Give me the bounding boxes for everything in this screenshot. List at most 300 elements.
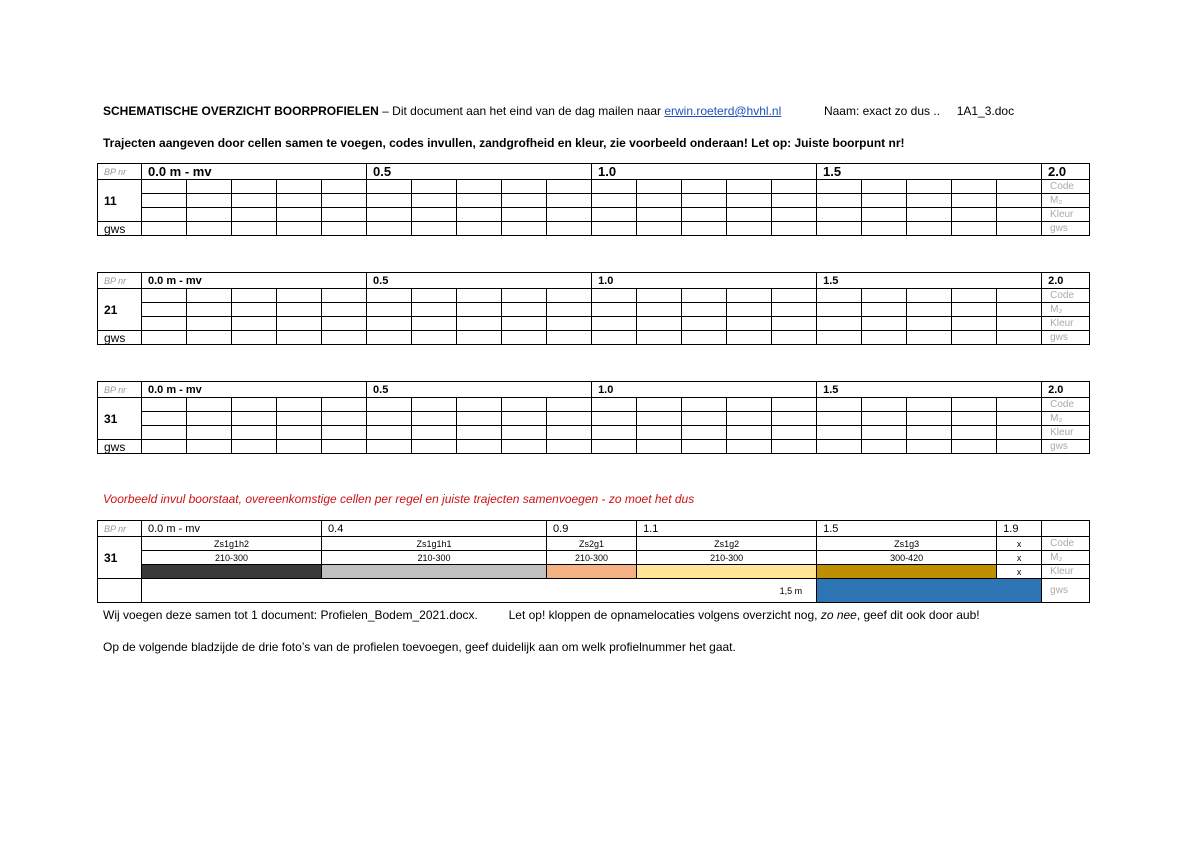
profile-cell[interactable] bbox=[907, 180, 952, 194]
profile-cell[interactable] bbox=[412, 303, 457, 317]
bp-number: 31 bbox=[98, 537, 142, 579]
profile-cell[interactable] bbox=[367, 194, 412, 208]
profile-cell[interactable] bbox=[277, 222, 322, 236]
profile-cell[interactable] bbox=[502, 208, 547, 222]
ex-depth-end bbox=[1042, 521, 1090, 537]
title-line bbox=[103, 104, 1014, 118]
profile-cell[interactable] bbox=[322, 222, 367, 236]
profile-cell[interactable] bbox=[322, 398, 367, 412]
profile-cell[interactable] bbox=[817, 180, 862, 194]
profile-cell[interactable] bbox=[907, 208, 952, 222]
profile-cell[interactable] bbox=[727, 222, 772, 236]
profile-cell[interactable] bbox=[187, 222, 232, 236]
profile-cell[interactable] bbox=[682, 317, 727, 331]
profile-cell[interactable] bbox=[862, 398, 907, 412]
profile-cell[interactable] bbox=[187, 180, 232, 194]
profile-cell[interactable] bbox=[502, 440, 547, 454]
profile-cell[interactable] bbox=[457, 289, 502, 303]
profile-cell[interactable] bbox=[862, 331, 907, 345]
profile-cell[interactable] bbox=[997, 440, 1042, 454]
bp-nr-label: BP nr bbox=[98, 521, 142, 537]
profile-cell[interactable] bbox=[547, 180, 592, 194]
profile-cell[interactable] bbox=[592, 303, 637, 317]
profile-cell[interactable] bbox=[502, 412, 547, 426]
profile-cell[interactable] bbox=[727, 331, 772, 345]
profile-cell[interactable] bbox=[637, 222, 682, 236]
profile-cell[interactable] bbox=[142, 412, 187, 426]
profile-cell[interactable] bbox=[592, 426, 637, 440]
profile-cell[interactable] bbox=[457, 398, 502, 412]
profile-cell[interactable] bbox=[412, 398, 457, 412]
profile-cell[interactable] bbox=[682, 180, 727, 194]
profile-cell[interactable] bbox=[907, 317, 952, 331]
profile-cell[interactable] bbox=[727, 180, 772, 194]
profile-cell[interactable] bbox=[682, 289, 727, 303]
profile-cell[interactable] bbox=[772, 426, 817, 440]
profile-cell[interactable] bbox=[142, 208, 187, 222]
profile-cell[interactable] bbox=[232, 180, 277, 194]
example-caption: Voorbeeld invul boorstaat, overeenkomstige cellen per regel en juiste trajecten samenvoegen - zo moet het dus bbox=[103, 492, 695, 506]
profile-cell[interactable] bbox=[772, 331, 817, 345]
profile-cell[interactable] bbox=[997, 398, 1042, 412]
ex-code-3: Zs1g2 bbox=[637, 537, 817, 551]
profile-cell[interactable] bbox=[367, 440, 412, 454]
profile-cell[interactable] bbox=[142, 317, 187, 331]
profile-cell[interactable] bbox=[367, 222, 412, 236]
profile-cell[interactable] bbox=[142, 303, 187, 317]
profile-cell[interactable] bbox=[502, 194, 547, 208]
profile-cell[interactable] bbox=[907, 194, 952, 208]
profile-cell[interactable] bbox=[637, 317, 682, 331]
profile-cell[interactable] bbox=[187, 426, 232, 440]
profile-cell[interactable] bbox=[457, 426, 502, 440]
profile-cell[interactable] bbox=[952, 303, 997, 317]
profile-cell[interactable] bbox=[637, 289, 682, 303]
profile-cell[interactable] bbox=[367, 180, 412, 194]
profile-cell[interactable] bbox=[862, 426, 907, 440]
profile-cell[interactable] bbox=[997, 303, 1042, 317]
profile-cell[interactable] bbox=[367, 398, 412, 412]
depth-0: 0.0 m - mv bbox=[142, 273, 367, 289]
profile-cell[interactable] bbox=[817, 222, 862, 236]
profile-cell[interactable] bbox=[817, 208, 862, 222]
depth-05: 0.5 bbox=[367, 273, 592, 289]
profile-cell[interactable] bbox=[412, 208, 457, 222]
profile-cell[interactable] bbox=[322, 208, 367, 222]
profile-cell[interactable] bbox=[502, 222, 547, 236]
profile-cell[interactable] bbox=[457, 208, 502, 222]
profile-cell[interactable] bbox=[682, 222, 727, 236]
ex-color-3 bbox=[637, 565, 817, 579]
profile-cell[interactable] bbox=[772, 317, 817, 331]
row-label-code: Code bbox=[1042, 180, 1090, 194]
profile-cell[interactable] bbox=[592, 208, 637, 222]
profile-cell[interactable] bbox=[187, 398, 232, 412]
profile-cell[interactable] bbox=[367, 303, 412, 317]
profile-cell[interactable] bbox=[862, 412, 907, 426]
profile-cell[interactable] bbox=[232, 222, 277, 236]
profile-cell[interactable] bbox=[817, 289, 862, 303]
profile-cell[interactable] bbox=[727, 303, 772, 317]
profile-cell[interactable] bbox=[277, 331, 322, 345]
profile-cell[interactable] bbox=[637, 208, 682, 222]
profile-cell[interactable] bbox=[232, 303, 277, 317]
profile-cell[interactable] bbox=[682, 440, 727, 454]
example-table bbox=[97, 520, 1090, 603]
profile-cell[interactable] bbox=[322, 289, 367, 303]
profile-cell[interactable] bbox=[592, 398, 637, 412]
profile-cell[interactable] bbox=[817, 303, 862, 317]
ex-depth-1: 0.4 bbox=[322, 521, 547, 537]
profile-cell[interactable] bbox=[277, 194, 322, 208]
profile-cell[interactable] bbox=[457, 222, 502, 236]
profile-cell[interactable] bbox=[637, 398, 682, 412]
profile-cell[interactable] bbox=[502, 289, 547, 303]
profile-cell[interactable] bbox=[772, 440, 817, 454]
profile-cell[interactable] bbox=[727, 208, 772, 222]
footer-merge-text: Wij voegen deze samen tot 1 document: Profielen_Bodem_2021.docx. bbox=[103, 608, 478, 622]
profile-cell[interactable] bbox=[367, 331, 412, 345]
profile-cell[interactable] bbox=[142, 398, 187, 412]
profile-cell[interactable] bbox=[367, 208, 412, 222]
ex-m2-0: 210-300 bbox=[142, 551, 322, 565]
profile-cell[interactable] bbox=[547, 317, 592, 331]
footer-check-text: Let op! kloppen de opnamelocaties volgens overzicht nog, bbox=[508, 608, 818, 622]
profile-cell[interactable] bbox=[232, 289, 277, 303]
profile-cell[interactable] bbox=[502, 426, 547, 440]
profile-cell[interactable] bbox=[232, 412, 277, 426]
profile-cell[interactable] bbox=[547, 412, 592, 426]
ex-color-2 bbox=[547, 565, 637, 579]
doc-title: SCHEMATISCHE OVERZICHT BOORPROFIELEN bbox=[103, 104, 379, 118]
ex-depth-4: 1.5 bbox=[817, 521, 997, 537]
profile-cell[interactable] bbox=[997, 412, 1042, 426]
profile-cell[interactable] bbox=[232, 194, 277, 208]
profile-cell[interactable] bbox=[682, 426, 727, 440]
profile-cell[interactable] bbox=[907, 222, 952, 236]
profile-cell[interactable] bbox=[907, 412, 952, 426]
profile-cell[interactable] bbox=[412, 412, 457, 426]
profile-cell[interactable] bbox=[322, 303, 367, 317]
depth-15: 1.5 bbox=[817, 273, 1042, 289]
profile-cell[interactable] bbox=[637, 426, 682, 440]
profile-cell[interactable] bbox=[682, 194, 727, 208]
profile-cell[interactable] bbox=[187, 194, 232, 208]
profile-cell[interactable] bbox=[142, 222, 187, 236]
profile-cell[interactable] bbox=[322, 412, 367, 426]
row-label-m2: M₂ bbox=[1042, 194, 1090, 208]
profile-cell[interactable] bbox=[457, 412, 502, 426]
profile-cell[interactable] bbox=[997, 222, 1042, 236]
profile-cell[interactable] bbox=[367, 317, 412, 331]
profile-cell[interactable] bbox=[187, 208, 232, 222]
profile-cell[interactable] bbox=[187, 412, 232, 426]
profile-cell[interactable] bbox=[907, 331, 952, 345]
profile-cell[interactable] bbox=[547, 303, 592, 317]
row-label-kleur: Kleur bbox=[1042, 317, 1090, 331]
profile-cell[interactable] bbox=[772, 180, 817, 194]
profile-cell[interactable] bbox=[502, 398, 547, 412]
profile-cell[interactable] bbox=[412, 440, 457, 454]
profile-cell[interactable] bbox=[997, 289, 1042, 303]
profile-cell[interactable] bbox=[727, 426, 772, 440]
profile-cell[interactable] bbox=[907, 303, 952, 317]
profile-cell[interactable] bbox=[817, 412, 862, 426]
profile-cell[interactable] bbox=[232, 331, 277, 345]
profile-cell[interactable] bbox=[997, 426, 1042, 440]
profile-cell[interactable] bbox=[187, 440, 232, 454]
row-label-m2: M₂ bbox=[1042, 303, 1090, 317]
profile-cell[interactable] bbox=[142, 194, 187, 208]
ex-color-4 bbox=[817, 565, 997, 579]
profile-cell[interactable] bbox=[952, 398, 997, 412]
profile-cell[interactable] bbox=[682, 398, 727, 412]
profile-cell[interactable] bbox=[547, 208, 592, 222]
profile-cell[interactable] bbox=[592, 331, 637, 345]
profile-cell[interactable] bbox=[277, 398, 322, 412]
profile-cell[interactable] bbox=[187, 317, 232, 331]
profile-cell[interactable] bbox=[322, 317, 367, 331]
profile-cell[interactable] bbox=[682, 208, 727, 222]
email-link[interactable]: erwin.roeterd@hvhl.nl bbox=[664, 104, 782, 118]
profile-cell[interactable] bbox=[187, 289, 232, 303]
profile-cell[interactable] bbox=[547, 426, 592, 440]
ex-code-5: x bbox=[997, 537, 1042, 551]
profile-cell[interactable] bbox=[727, 398, 772, 412]
profile-cell[interactable] bbox=[232, 440, 277, 454]
profile-cell[interactable] bbox=[997, 180, 1042, 194]
profile-cell[interactable] bbox=[232, 426, 277, 440]
ex-m2-3: 210-300 bbox=[637, 551, 817, 565]
profile-cell[interactable] bbox=[277, 180, 322, 194]
profile-cell[interactable] bbox=[277, 303, 322, 317]
profile-cell[interactable] bbox=[592, 222, 637, 236]
ex-code-4: Zs1g3 bbox=[817, 537, 997, 551]
boorprofiel-table-21 bbox=[97, 272, 1090, 345]
profile-cell[interactable] bbox=[862, 317, 907, 331]
profile-cell[interactable] bbox=[862, 208, 907, 222]
profile-cell[interactable] bbox=[547, 440, 592, 454]
ex-depth-5: 1.9 bbox=[997, 521, 1042, 537]
profile-cell[interactable] bbox=[997, 208, 1042, 222]
profile-cell[interactable] bbox=[997, 331, 1042, 345]
profile-cell[interactable] bbox=[952, 289, 997, 303]
profile-cell[interactable] bbox=[367, 426, 412, 440]
profile-cell[interactable] bbox=[502, 317, 547, 331]
profile-cell[interactable] bbox=[637, 194, 682, 208]
profile-cell[interactable] bbox=[997, 317, 1042, 331]
profile-cell[interactable] bbox=[817, 398, 862, 412]
footer-zo-nee: zo nee bbox=[820, 608, 857, 622]
profile-cell[interactable] bbox=[457, 331, 502, 345]
ex-depth-3: 1.1 bbox=[637, 521, 817, 537]
profile-cell[interactable] bbox=[187, 331, 232, 345]
filename-label: 1A1_3.doc bbox=[956, 104, 1015, 118]
profile-cell[interactable] bbox=[457, 194, 502, 208]
ex-code-0: Zs1g1h2 bbox=[142, 537, 322, 551]
profile-cell[interactable] bbox=[952, 331, 997, 345]
bp-number: 31 bbox=[98, 398, 142, 440]
profile-cell[interactable] bbox=[592, 412, 637, 426]
profile-cell[interactable] bbox=[502, 303, 547, 317]
profile-cell[interactable] bbox=[412, 426, 457, 440]
profile-cell[interactable] bbox=[412, 317, 457, 331]
profile-cell[interactable] bbox=[547, 331, 592, 345]
profile-cell[interactable] bbox=[322, 440, 367, 454]
depth-10: 1.0 bbox=[592, 382, 817, 398]
profile-cell[interactable] bbox=[277, 208, 322, 222]
profile-cell[interactable] bbox=[277, 412, 322, 426]
row-label-code: Code bbox=[1042, 398, 1090, 412]
profile-cell[interactable] bbox=[502, 331, 547, 345]
footer-line-2: Op de volgende bladzijde de drie foto’s van de profielen toevoegen, geef duidelijk aan om welk profielnummer het gaat. bbox=[103, 640, 736, 654]
profile-cell[interactable] bbox=[772, 194, 817, 208]
profile-cell[interactable] bbox=[907, 398, 952, 412]
bp-nr-label: BP nr bbox=[98, 382, 142, 398]
profile-cell[interactable] bbox=[367, 289, 412, 303]
profile-cell[interactable] bbox=[772, 222, 817, 236]
profile-cell[interactable] bbox=[547, 398, 592, 412]
profile-cell[interactable] bbox=[817, 440, 862, 454]
profile-cell[interactable] bbox=[412, 194, 457, 208]
depth-20: 2.0 bbox=[1042, 164, 1090, 180]
profile-cell[interactable] bbox=[637, 303, 682, 317]
profile-cell[interactable] bbox=[817, 194, 862, 208]
profile-cell[interactable] bbox=[772, 412, 817, 426]
ex-m2-4: 300-420 bbox=[817, 551, 997, 565]
profile-cell[interactable] bbox=[817, 317, 862, 331]
profile-cell[interactable] bbox=[727, 440, 772, 454]
profile-cell[interactable] bbox=[862, 180, 907, 194]
profile-cell[interactable] bbox=[232, 398, 277, 412]
profile-cell[interactable] bbox=[862, 222, 907, 236]
profile-cell[interactable] bbox=[772, 289, 817, 303]
profile-cell[interactable] bbox=[367, 412, 412, 426]
profile-cell[interactable] bbox=[547, 194, 592, 208]
profile-cell[interactable] bbox=[682, 331, 727, 345]
profile-cell[interactable] bbox=[952, 317, 997, 331]
profile-cell[interactable] bbox=[727, 412, 772, 426]
profile-cell[interactable] bbox=[277, 289, 322, 303]
profile-cell[interactable] bbox=[142, 331, 187, 345]
profile-cell[interactable] bbox=[952, 194, 997, 208]
profile-cell[interactable] bbox=[322, 180, 367, 194]
profile-cell[interactable] bbox=[277, 440, 322, 454]
profile-cell[interactable] bbox=[592, 180, 637, 194]
profile-cell[interactable] bbox=[412, 180, 457, 194]
profile-cell[interactable] bbox=[727, 289, 772, 303]
profile-cell[interactable] bbox=[232, 317, 277, 331]
profile-cell[interactable] bbox=[592, 194, 637, 208]
profile-cell[interactable] bbox=[277, 426, 322, 440]
row-label-kleur: Kleur bbox=[1042, 565, 1090, 579]
depth-10: 1.0 bbox=[592, 164, 817, 180]
depth-15: 1.5 bbox=[817, 382, 1042, 398]
depth-20: 2.0 bbox=[1042, 273, 1090, 289]
profile-cell[interactable] bbox=[862, 194, 907, 208]
profile-cell[interactable] bbox=[637, 180, 682, 194]
row-label-gws: gws bbox=[1042, 440, 1090, 454]
profile-cell[interactable] bbox=[322, 426, 367, 440]
profile-cell[interactable] bbox=[637, 331, 682, 345]
profile-cell[interactable] bbox=[277, 317, 322, 331]
ex-color-5: x bbox=[997, 565, 1042, 579]
profile-cell[interactable] bbox=[142, 440, 187, 454]
ex-water-fill bbox=[817, 579, 1042, 603]
profile-cell[interactable] bbox=[637, 412, 682, 426]
ex-code-1: Zs1g1h1 bbox=[322, 537, 547, 551]
profile-cell[interactable] bbox=[817, 331, 862, 345]
profile-cell[interactable] bbox=[727, 194, 772, 208]
profile-cell[interactable] bbox=[952, 412, 997, 426]
profile-cell[interactable] bbox=[412, 222, 457, 236]
profile-cell[interactable] bbox=[952, 222, 997, 236]
gws-empty bbox=[98, 579, 142, 603]
ex-m2-2: 210-300 bbox=[547, 551, 637, 565]
profile-cell[interactable] bbox=[952, 426, 997, 440]
profile-cell[interactable] bbox=[952, 180, 997, 194]
footer-line-1 bbox=[103, 608, 980, 622]
profile-cell[interactable] bbox=[952, 208, 997, 222]
profile-cell[interactable] bbox=[907, 426, 952, 440]
profile-cell[interactable] bbox=[637, 440, 682, 454]
profile-cell[interactable] bbox=[457, 440, 502, 454]
profile-cell[interactable] bbox=[952, 440, 997, 454]
profile-cell[interactable] bbox=[142, 426, 187, 440]
profile-cell[interactable] bbox=[412, 331, 457, 345]
profile-cell[interactable] bbox=[547, 222, 592, 236]
instruction-line: Trajecten aangeven door cellen samen te voegen, codes invullen, zandgrofheid en kleur, zie voorbeeld onderaan! Let op: Juiste boorpunt nr! bbox=[103, 136, 905, 150]
profile-cell[interactable] bbox=[547, 289, 592, 303]
ex-code-2: Zs2g1 bbox=[547, 537, 637, 551]
profile-cell[interactable] bbox=[682, 303, 727, 317]
profile-cell[interactable] bbox=[592, 440, 637, 454]
profile-cell[interactable] bbox=[907, 440, 952, 454]
profile-cell[interactable] bbox=[142, 289, 187, 303]
profile-cell[interactable] bbox=[862, 303, 907, 317]
profile-cell[interactable] bbox=[727, 317, 772, 331]
profile-cell[interactable] bbox=[772, 303, 817, 317]
profile-cell[interactable] bbox=[682, 412, 727, 426]
profile-cell[interactable] bbox=[502, 180, 547, 194]
profile-cell[interactable] bbox=[592, 317, 637, 331]
profile-cell[interactable] bbox=[457, 303, 502, 317]
profile-cell[interactable] bbox=[322, 331, 367, 345]
profile-cell[interactable] bbox=[142, 180, 187, 194]
profile-cell[interactable] bbox=[412, 289, 457, 303]
boorprofiel-table-31 bbox=[97, 381, 1090, 454]
profile-cell[interactable] bbox=[187, 303, 232, 317]
profile-cell[interactable] bbox=[862, 440, 907, 454]
depth-0: 0.0 m - mv bbox=[142, 164, 367, 180]
row-label-m2: M₂ bbox=[1042, 412, 1090, 426]
profile-cell[interactable] bbox=[457, 317, 502, 331]
profile-cell[interactable] bbox=[772, 398, 817, 412]
profile-cell[interactable] bbox=[862, 289, 907, 303]
profile-cell[interactable] bbox=[592, 289, 637, 303]
profile-cell[interactable] bbox=[817, 426, 862, 440]
profile-cell[interactable] bbox=[772, 208, 817, 222]
profile-cell[interactable] bbox=[322, 194, 367, 208]
bp-number: 21 bbox=[98, 289, 142, 331]
profile-cell[interactable] bbox=[997, 194, 1042, 208]
profile-cell[interactable] bbox=[232, 208, 277, 222]
profile-cell[interactable] bbox=[457, 180, 502, 194]
profile-cell[interactable] bbox=[907, 289, 952, 303]
gws-label: gws bbox=[98, 440, 142, 454]
row-label-gws: gws bbox=[1042, 579, 1090, 603]
depth-05: 0.5 bbox=[367, 382, 592, 398]
